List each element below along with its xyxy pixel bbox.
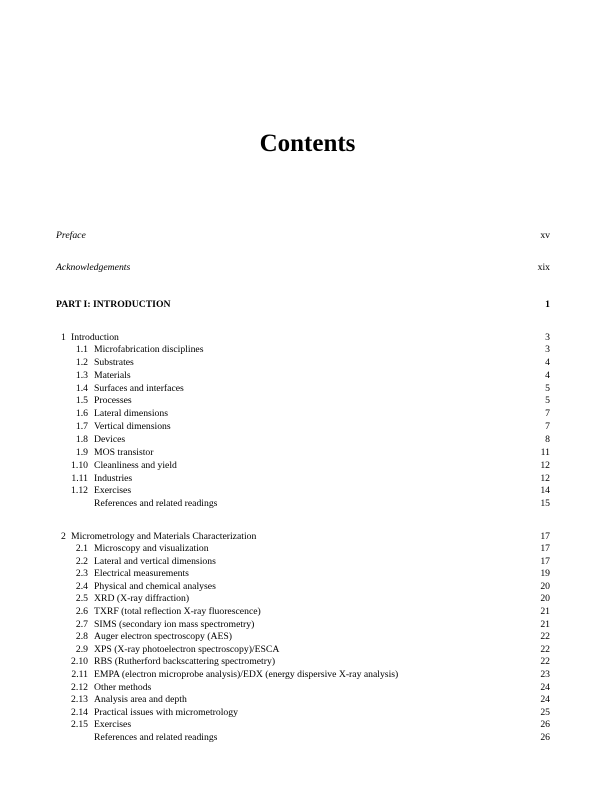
section-number: 2.1 <box>75 543 88 554</box>
toc-page-number: 22 <box>540 643 550 655</box>
section-number: 1.11 <box>71 472 88 484</box>
toc-page-number: 21 <box>540 606 550 617</box>
toc-section-entry <box>56 668 550 681</box>
section-number: 2.14 <box>71 706 88 718</box>
chapter-number: 2 <box>61 531 66 542</box>
toc-page-number: xix <box>537 262 550 273</box>
toc-section-entry <box>56 592 550 605</box>
toc-page-number: 17 <box>540 531 550 542</box>
section-number: 1.12 <box>71 485 88 497</box>
toc-page-number: 8 <box>545 433 550 445</box>
toc-section-entry <box>56 681 550 694</box>
toc-page-number: 5 <box>545 395 550 407</box>
toc-page-number: 17 <box>540 543 550 554</box>
section-title: TXRF (total reflection X-ray fluorescence) <box>94 606 261 617</box>
toc-part-title: PART I: INTRODUCTION <box>56 299 171 310</box>
section-number: 2.9 <box>75 643 88 655</box>
toc-section-entry <box>56 567 550 580</box>
section-number: 1.10 <box>71 459 88 471</box>
section-title: Vertical dimensions <box>94 421 171 433</box>
section-title: Lateral dimensions <box>94 408 168 420</box>
toc-section-entry <box>56 356 550 369</box>
section-number: 1.1 <box>75 344 88 355</box>
page-title: Contents <box>259 130 356 157</box>
toc-section-entry <box>56 420 550 433</box>
section-title: Exercises <box>94 719 132 731</box>
toc-page-number: 1 <box>545 299 550 310</box>
section-title: SIMS (secondary ion mass spectrometry) <box>94 618 255 630</box>
section-title: References and related readings <box>94 498 218 510</box>
toc-entry-acknowledgements <box>56 261 550 274</box>
toc-section-entry <box>56 382 550 395</box>
toc-section-entry <box>56 484 550 497</box>
section-title: Cleanliness and yield <box>94 459 177 471</box>
section-title: Physical and chemical analyses <box>94 580 216 592</box>
toc-section-entry <box>56 618 550 631</box>
section-title: Materials <box>94 369 131 381</box>
toc-page-number: 20 <box>540 593 550 605</box>
toc-page-number: 7 <box>545 421 550 433</box>
toc-page-number: 22 <box>540 631 550 643</box>
section-title: Exercises <box>94 485 132 497</box>
section-title: References and related readings <box>94 732 218 743</box>
toc-page-number: 14 <box>540 485 550 497</box>
toc-section-entry <box>56 643 550 656</box>
section-number: 2.6 <box>75 606 88 617</box>
toc-section-entry <box>56 580 550 593</box>
section-title: Processes <box>94 395 132 407</box>
section-number: 2.7 <box>75 618 88 630</box>
section-title: Lateral and vertical dimensions <box>94 555 216 567</box>
section-title: Practical issues with micrometrology <box>94 706 238 718</box>
toc-page-number: 26 <box>540 719 550 731</box>
toc-section-entry <box>56 693 550 706</box>
toc-page-number: 3 <box>545 332 550 343</box>
toc-page-number: 19 <box>540 568 550 580</box>
toc-page-number: 4 <box>545 356 550 368</box>
section-title: Auger electron spectroscopy (AES) <box>94 631 232 643</box>
section-title: Industries <box>94 472 133 484</box>
section-number: 2.2 <box>75 555 88 567</box>
toc-entry-preface <box>56 229 550 242</box>
section-number: 1.5 <box>75 395 88 407</box>
toc-page-number: 17 <box>540 555 550 567</box>
section-number: 1.3 <box>75 369 88 381</box>
section-number: 1.4 <box>75 382 88 394</box>
toc-section-entry <box>56 630 550 643</box>
section-number: 1.7 <box>75 421 88 433</box>
section-number: 2.5 <box>75 593 88 605</box>
toc-page-number: 23 <box>540 669 550 680</box>
chapter-title: Micrometrology and Materials Characterization <box>71 531 257 542</box>
toc-page-number: xv <box>540 230 550 241</box>
toc-page-number: 12 <box>540 472 550 484</box>
toc-section-entry <box>56 706 550 719</box>
section-title: Substrates <box>94 356 134 368</box>
toc-section-entry <box>56 472 550 485</box>
section-title: Devices <box>94 433 126 445</box>
section-number: 2.10 <box>71 656 88 668</box>
chapter-number: 1 <box>61 332 66 343</box>
chapter-title: Introduction <box>71 332 119 343</box>
section-number: 1.9 <box>75 446 88 458</box>
toc-page-number: 21 <box>540 618 550 630</box>
section-number: 2.3 <box>75 568 88 580</box>
toc-page-number: 24 <box>540 694 550 706</box>
toc-page-number: 7 <box>545 408 550 420</box>
section-number: 1.6 <box>75 408 88 420</box>
section-title: Microscopy and visualization <box>94 543 209 554</box>
section-number: 2.11 <box>71 669 88 680</box>
toc-section-entry <box>56 394 550 407</box>
section-number: 2.8 <box>75 631 88 643</box>
toc-page-number: 5 <box>545 382 550 394</box>
toc-page-number: 11 <box>540 446 550 458</box>
toc-section-entry <box>56 555 550 568</box>
toc-page-number: 26 <box>540 732 550 743</box>
toc-section-entry <box>56 542 550 555</box>
section-title: Analysis area and depth <box>94 694 187 706</box>
toc-section-entry <box>56 718 550 731</box>
toc-section-entry <box>56 655 550 668</box>
toc-page-number: 22 <box>540 656 550 668</box>
section-number: 2.13 <box>71 694 88 706</box>
toc-page-number: 20 <box>540 580 550 592</box>
section-title: MOS transistor <box>94 446 154 458</box>
toc-section-entry <box>56 497 550 510</box>
toc-page-number: 25 <box>540 706 550 718</box>
toc-page-number: 24 <box>540 681 550 693</box>
section-title: XRD (X-ray diffraction) <box>94 593 190 605</box>
toc-page-number: 15 <box>540 498 550 510</box>
section-title: Other methods <box>94 681 152 693</box>
toc-part-heading <box>56 298 550 311</box>
section-number: 2.12 <box>71 681 88 693</box>
section-number: 2.4 <box>75 580 88 592</box>
toc-section-entry <box>56 407 550 420</box>
toc-section-entry <box>56 343 550 356</box>
section-title: Electrical measurements <box>94 568 189 580</box>
section-title: EMPA (electron microprobe analysis)/EDX (energy dispersive X-ray analysis) <box>94 669 399 680</box>
toc-section-entry <box>56 731 550 744</box>
section-title: Microfabrication disciplines <box>94 344 204 355</box>
section-number: 2.15 <box>71 719 88 731</box>
section-number: 1.8 <box>75 433 88 445</box>
toc-page-number: 3 <box>545 344 550 355</box>
toc-section-entry <box>56 369 550 382</box>
toc-page-number: 12 <box>540 459 550 471</box>
section-title: Surfaces and interfaces <box>94 382 184 394</box>
section-number: 1.2 <box>75 356 88 368</box>
section-title: RBS (Rutherford backscattering spectrometry) <box>94 656 276 668</box>
toc-entry-title: Acknowledgements <box>56 262 131 273</box>
toc-page-number: 4 <box>545 369 550 381</box>
section-title: XPS (X-ray photoelectron spectroscopy)/ESCA <box>94 643 280 655</box>
toc-section-entry <box>56 446 550 459</box>
toc-section-entry <box>56 605 550 618</box>
toc-section-entry <box>56 459 550 472</box>
toc-entry-title: Preface <box>56 230 86 241</box>
toc-section-entry <box>56 433 550 446</box>
